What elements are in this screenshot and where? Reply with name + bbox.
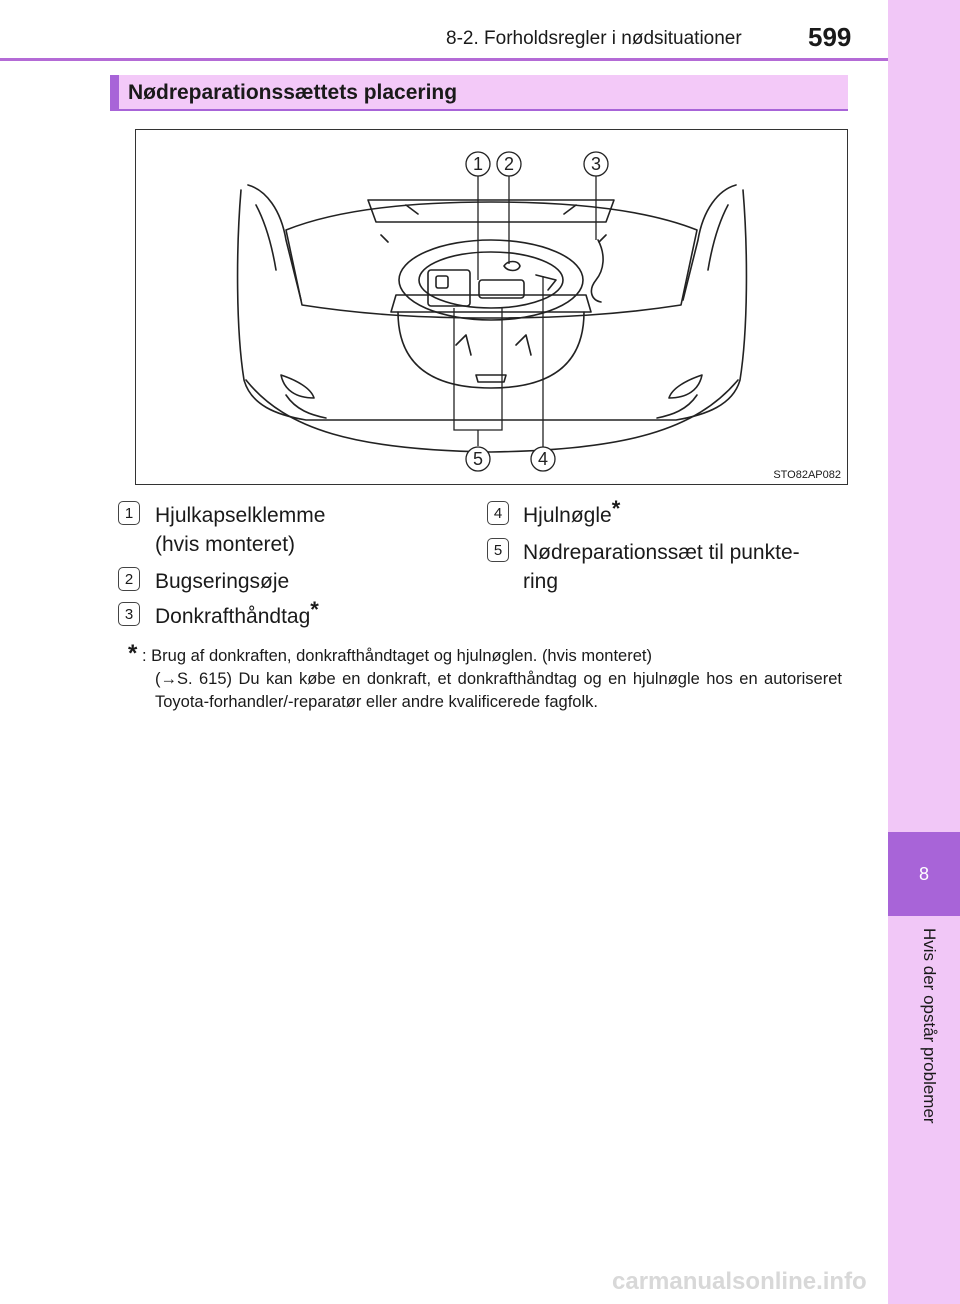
item-5-label	[523, 538, 800, 596]
item-1-label	[155, 501, 325, 559]
item-4-label	[523, 496, 621, 530]
trunk-illustration	[135, 129, 848, 485]
footnote-rest: (→S. 615) Du kan købe en donkraft, et donkrafthåndtag og en hjulnøgle hos en autoriseret Toyota-forhandler/-reparatør eller andre kvalificerede fagfolk.	[155, 670, 842, 711]
item-2-line-1: Bugseringsøje	[155, 570, 290, 593]
footnote-line-1: : Brug af donkraften, donkrafthåndtaget og hjulnøglen. (hvis monteret)	[142, 647, 652, 665]
item-number-2: 2	[118, 567, 140, 591]
footnote-text	[142, 645, 842, 714]
item-5-line-1: Nødreparationssæt til punkte-	[523, 541, 800, 564]
item-4-asterisk: *	[611, 496, 621, 521]
figure-code: STO82AP082	[773, 469, 841, 481]
item-1-line-2: (hvis monteret)	[155, 533, 296, 556]
chapter-number-badge: 8	[888, 832, 960, 916]
section-title-bar	[110, 75, 848, 111]
watermark: carmanualsonline.info	[612, 1268, 867, 1295]
callout-4: 4	[537, 449, 549, 469]
item-4-line-1: Hjulnøgle	[523, 504, 612, 527]
callout-1: 1	[472, 154, 484, 174]
header-section-title: 8-2. Forholdsregler i nødsituationer	[446, 28, 742, 49]
item-5-line-2: ring	[523, 570, 559, 593]
item-1-line-1: Hjulkapselklemme	[155, 504, 326, 527]
item-number-4: 4	[487, 501, 509, 525]
section-title-marker	[110, 75, 119, 109]
callout-3: 3	[590, 154, 602, 174]
item-3-line-1: Donkrafthåndtag	[155, 605, 311, 628]
section-title: Nødreparationssættets placering	[128, 81, 458, 104]
item-2-label	[155, 567, 289, 596]
item-3-asterisk: *	[310, 597, 319, 622]
item-3-label	[155, 597, 319, 631]
trunk-drawing-icon	[136, 130, 847, 484]
header-divider	[0, 58, 888, 61]
item-number-3: 3	[118, 602, 140, 626]
chapter-title-vertical: Hvis der opstår problemer	[920, 928, 939, 1124]
page-number: 599	[808, 22, 852, 52]
item-number-5: 5	[487, 538, 509, 562]
callout-5: 5	[472, 449, 484, 469]
callout-2: 2	[503, 154, 515, 174]
item-number-1: 1	[118, 501, 140, 525]
footnote-marker: *	[128, 640, 138, 667]
